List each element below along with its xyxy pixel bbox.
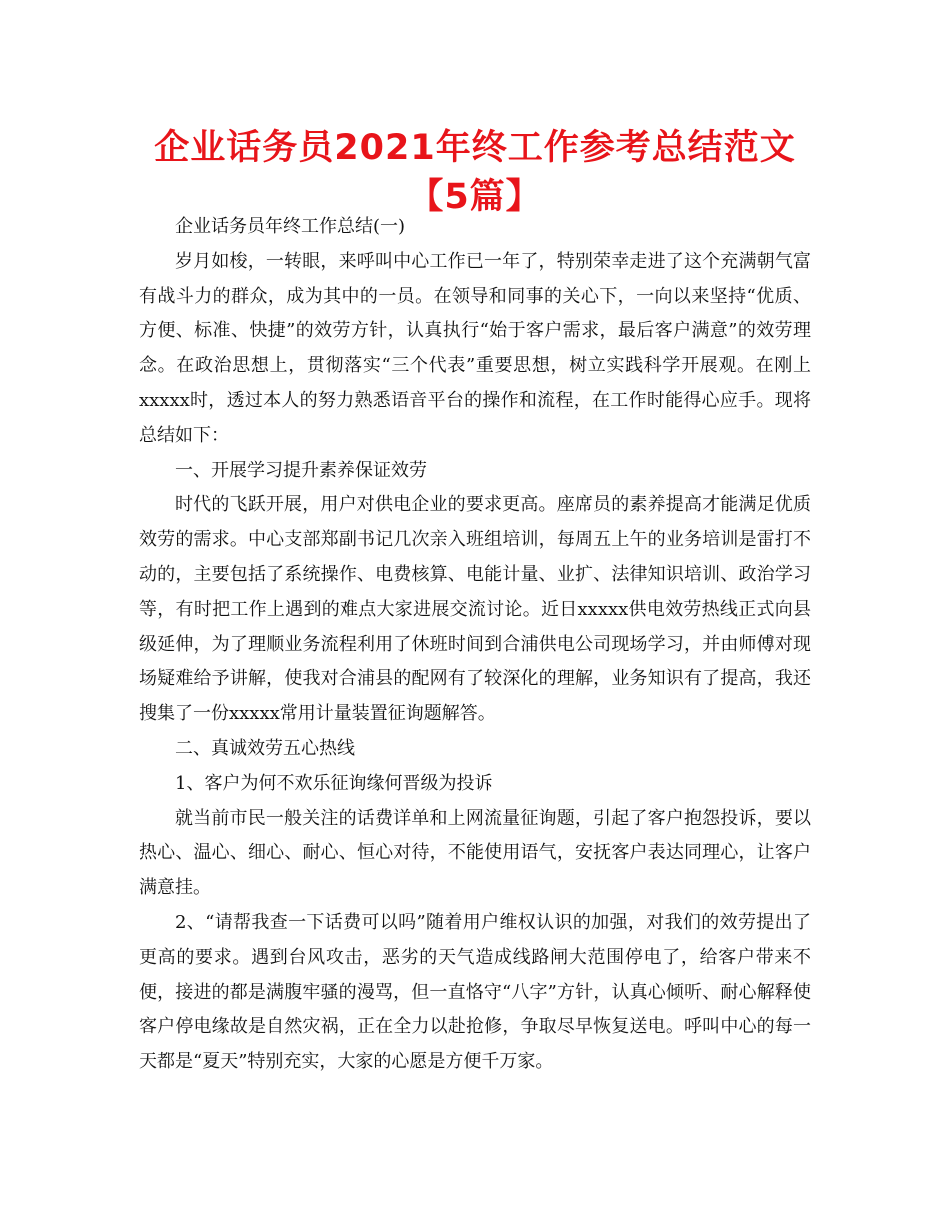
document-title: 企业话务员2021年终工作参考总结范文【5篇】: [154, 128, 796, 217]
body-paragraph: 2、“请帮我查一下话费可以吗”随着用户维权认识的加强，对我们的效劳提出了更高的要求。遇到台风攻击，恶劣的天气造成线路闸大范围停电了，给客户带来不便，接进的都是满腹牢骚的漫骂，但一直恪守“八字”方针，认真心倾听、耐心解释使客户停电缘故是自然灾祸，正在全力以赴抢修，争取尽早恢复送电。呼叫中心的每一天都是“夏天”特别充实，大家的心愿是方便千万家。: [139, 911, 811, 1073]
subsection-heading: 1、客户为何不欢乐征询缘何晋级为投诉: [175, 772, 493, 794]
body-paragraph: 就当前市民一般关注的话费详单和上网流量征询题，引起了客户抱怨投诉，要以热心、温心、细心、耐心、恒心对待，不能使用语气，安抚客户表达同理心，让客户满意挂。: [139, 807, 811, 899]
body-paragraph: 时代的飞跃开展，用户对供电企业的要求更高。座席员的素养提高才能满足优质效劳的需求。中心支部郑副书记几次亲入班组培训，每周五上午的业务培训是雷打不动的，主要包括了系统操作、电费核算、电能计量、业扩、法律知识培训、政治学习等，有时把工作上遇到的难点大家进展交流讨论。近日xxxxx供电效劳热线正式向县级延伸，为了理顺业务流程利用了休班时间到合浦供电公司现场学习，并由师傅对现场疑难给予讲解，使我对合浦县的配网有了较深化的理解，业务知识有了提高，我还搜集了一份xxxxx常用计量装置征询题解答。: [139, 494, 811, 725]
document-body: [139, 210, 811, 1080]
section-heading: 企业话务员年终工作总结(一): [175, 216, 406, 237]
section-heading: 二、真诚效劳五心热线: [175, 737, 355, 759]
section-heading: 一、开展学习提升素养保证效劳: [175, 459, 427, 481]
body-paragraph: 岁月如梭，一转眼，来呼叫中心工作已一年了，特别荣幸走进了这个充满朝气富有战斗力的群众，成为其中的一员。在领导和同事的关心下，一向以来坚持“优质、方便、标准、快捷”的效劳方针，认真执行“始于客户需求，最后客户满意”的效劳理念。在政治思想上，贯彻落实“三个代表”重要思想，树立实践科学开展观。在刚上xxxxx时，透过本人的努力熟悉语音平台的操作和流程，在工作时能得心应手。现将总结如下：: [139, 250, 811, 446]
